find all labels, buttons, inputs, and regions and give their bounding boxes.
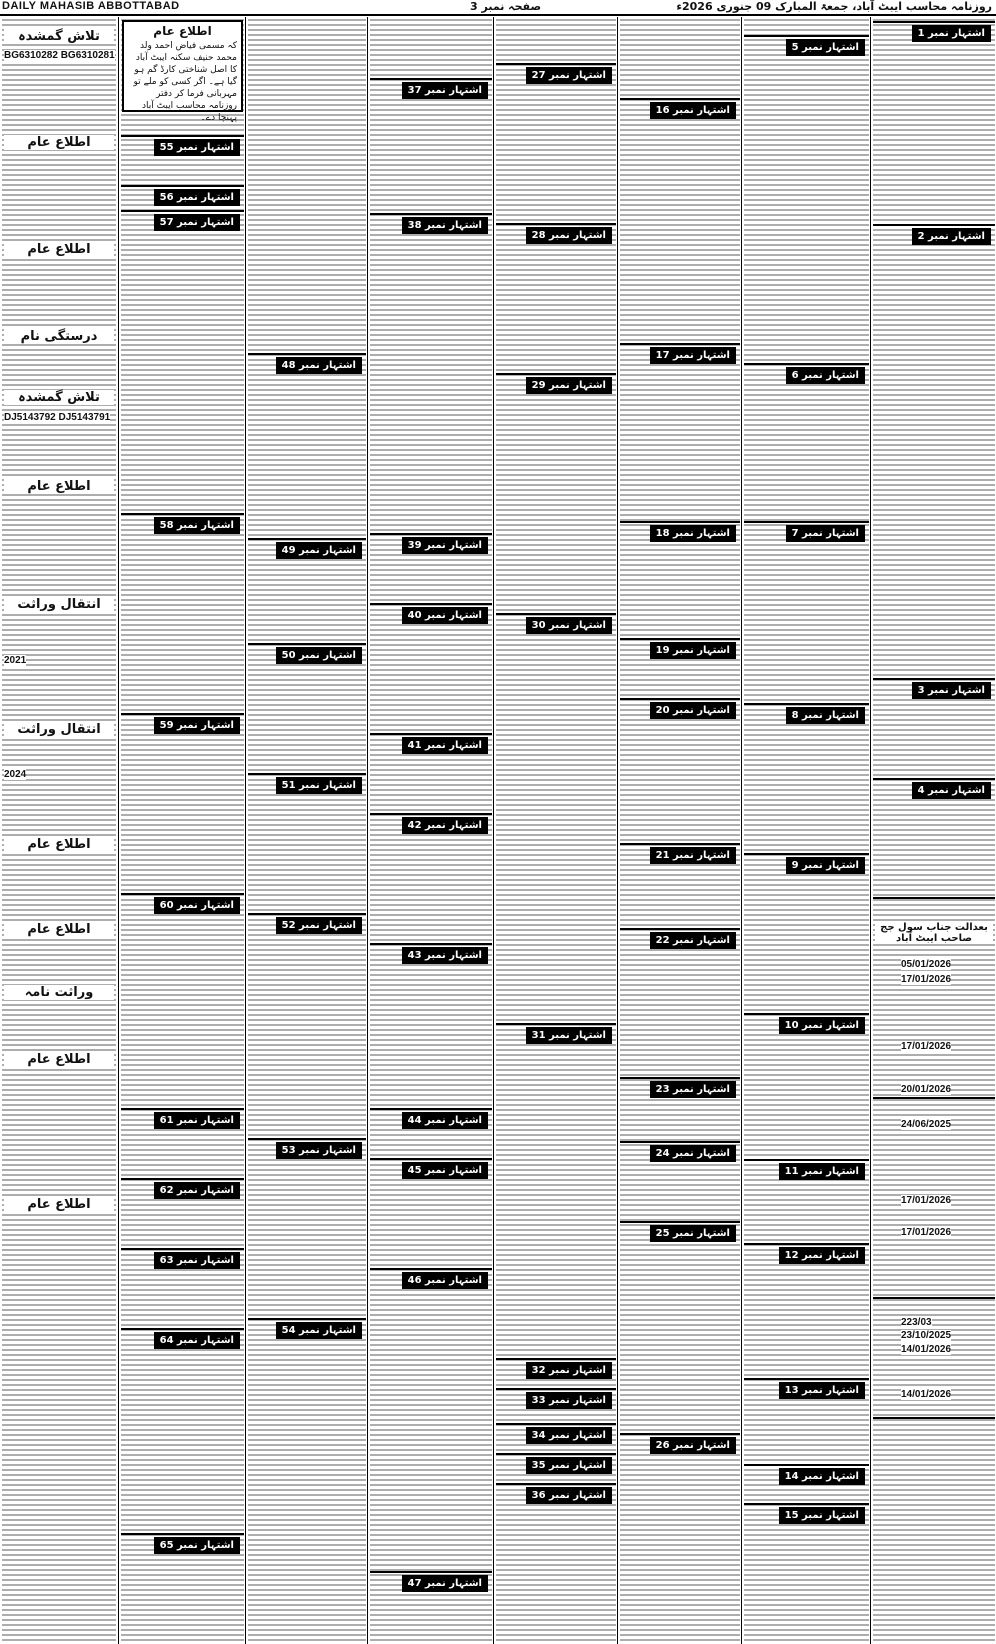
notice-number-badge: اشتہار نمبر 17 bbox=[650, 347, 736, 364]
column-8 bbox=[0, 17, 118, 1644]
notice-number-badge: اشتہار نمبر 43 bbox=[402, 947, 488, 964]
notice-divider bbox=[744, 853, 869, 855]
notice-divider bbox=[496, 373, 616, 375]
notice-divider bbox=[496, 1483, 616, 1485]
notice-number-badge: اشتہار نمبر 29 bbox=[526, 377, 612, 394]
notice-number-badge: اشتہار نمبر 33 bbox=[526, 1392, 612, 1409]
notice-divider bbox=[496, 1453, 616, 1455]
notice-divider bbox=[620, 1077, 740, 1079]
court-date: 24/06/2025 bbox=[901, 1119, 952, 1130]
notice-number-badge: اشتہار نمبر 19 bbox=[650, 642, 736, 659]
notice-divider bbox=[370, 213, 492, 215]
classified-heading: تلاش گمشدہ bbox=[4, 390, 114, 405]
notice-divider bbox=[370, 1268, 492, 1270]
column-3 bbox=[617, 17, 742, 1644]
court-date: 05/01/2026 bbox=[901, 959, 952, 970]
court-date: 17/01/2026 bbox=[901, 1227, 952, 1238]
notice-divider bbox=[620, 638, 740, 640]
notice-number-badge: اشتہار نمبر 58 bbox=[154, 517, 240, 534]
newspaper-title: DAILY MAHASIB ABBOTTABAD bbox=[2, 0, 180, 12]
notice-number-badge: اشتہار نمبر 34 bbox=[526, 1427, 612, 1444]
notice-divider bbox=[620, 521, 740, 523]
notice-number-badge: اشتہار نمبر 56 bbox=[154, 189, 240, 206]
classified-heading: تلاش گمشدہ bbox=[4, 29, 114, 44]
notice-divider bbox=[744, 521, 869, 523]
notice-number-badge: اشتہار نمبر 9 bbox=[786, 857, 865, 874]
notice-divider bbox=[873, 778, 995, 780]
court-date: 23/10/2025 bbox=[901, 1330, 952, 1341]
notice-divider bbox=[370, 1158, 492, 1160]
classified-heading: وراثت نامہ bbox=[4, 985, 114, 1000]
notice-divider bbox=[744, 1243, 869, 1245]
notice-divider bbox=[744, 35, 869, 37]
classified-heading: اطلاع عام bbox=[4, 242, 114, 257]
court-date: 17/01/2026 bbox=[901, 1195, 952, 1206]
notice-number-badge: اشتہار نمبر 21 bbox=[650, 847, 736, 864]
column-4 bbox=[493, 17, 618, 1644]
notice-divider bbox=[370, 78, 492, 80]
page-number: صفحہ نمبر 3 bbox=[470, 0, 542, 13]
notice-divider bbox=[370, 733, 492, 735]
notice-divider bbox=[744, 1378, 869, 1380]
notice-divider bbox=[744, 703, 869, 705]
notice-number-badge: اشتہار نمبر 1 bbox=[912, 25, 991, 42]
court-date: 223/03 bbox=[901, 1317, 932, 1328]
court-date: 14/01/2026 bbox=[901, 1344, 952, 1355]
column-2 bbox=[741, 17, 871, 1644]
notice-divider bbox=[620, 1141, 740, 1143]
column-6 bbox=[245, 17, 368, 1644]
court-date: 20/01/2026 bbox=[901, 1084, 952, 1095]
notice-divider bbox=[873, 1297, 995, 1299]
notice-number-badge: اشتہار نمبر 44 bbox=[402, 1112, 488, 1129]
notice-number-badge: اشتہار نمبر 4 bbox=[912, 782, 991, 799]
notice-number-badge: اشتہار نمبر 45 bbox=[402, 1162, 488, 1179]
notice-divider bbox=[620, 98, 740, 100]
notice-divider bbox=[121, 713, 244, 715]
notice-divider bbox=[496, 223, 616, 225]
notice-number-badge: اشتہار نمبر 52 bbox=[276, 917, 362, 934]
notice-number-badge: اشتہار نمبر 16 bbox=[650, 102, 736, 119]
notice-divider bbox=[370, 1108, 492, 1110]
notice-divider bbox=[121, 893, 244, 895]
classified-heading: اطلاع عام bbox=[4, 837, 114, 852]
box-text: کہ مسمی فیاض احمد ولد محمد حنیف سکنہ ایبٹ آباد کا اصل شناختی کارڈ گم ہو گیا ہے۔ اگر کسی کو ملے تو مہربانی فرما کر دفتر روزنامہ محاسب ایبٹ آباد پہنچا دے۔ bbox=[133, 41, 237, 123]
notice-divider bbox=[620, 1221, 740, 1223]
notice-divider bbox=[370, 533, 492, 535]
classified-heading: اطلاع عام bbox=[4, 1052, 114, 1067]
notice-number-badge: اشتہار نمبر 3 bbox=[912, 682, 991, 699]
notice-number-badge: اشتہار نمبر 10 bbox=[779, 1017, 865, 1034]
notice-divider bbox=[370, 1571, 492, 1573]
notice-divider bbox=[620, 698, 740, 700]
box-heading: اطلاع عام bbox=[153, 24, 212, 38]
notice-divider bbox=[744, 1503, 869, 1505]
notice-number-badge: اشتہار نمبر 2 bbox=[912, 228, 991, 245]
notice-number-badge: اشتہار نمبر 53 bbox=[276, 1142, 362, 1159]
notice-number-badge: اشتہار نمبر 57 bbox=[154, 214, 240, 231]
notice-number-badge: اشتہار نمبر 11 bbox=[779, 1163, 865, 1180]
notice-number-badge: اشتہار نمبر 51 bbox=[276, 777, 362, 794]
column-5 bbox=[367, 17, 494, 1644]
notice-divider bbox=[873, 21, 995, 23]
public-notice-box bbox=[122, 20, 243, 123]
classified-heading: اطلاع عام bbox=[4, 922, 114, 937]
notice-number-badge: اشتہار نمبر 55 bbox=[154, 139, 240, 156]
notice-divider bbox=[496, 1358, 616, 1360]
notice-number-badge: اشتہار نمبر 7 bbox=[786, 525, 865, 542]
notice-divider bbox=[496, 1388, 616, 1390]
notice-number-badge: اشتہار نمبر 40 bbox=[402, 607, 488, 624]
court-date: 14/01/2026 bbox=[901, 1389, 952, 1400]
notice-divider bbox=[620, 843, 740, 845]
notice-number-badge: اشتہار نمبر 47 bbox=[402, 1575, 488, 1592]
notice-number-badge: اشتہار نمبر 14 bbox=[779, 1468, 865, 1485]
notice-divider bbox=[121, 1248, 244, 1250]
notice-divider bbox=[370, 813, 492, 815]
classified-heading: اطلاع عام bbox=[4, 1197, 114, 1212]
notice-divider bbox=[370, 603, 492, 605]
notice-number-badge: اشتہار نمبر 36 bbox=[526, 1487, 612, 1504]
notice-divider bbox=[248, 773, 366, 775]
notice-divider bbox=[873, 897, 995, 899]
notice-number-badge: اشتہار نمبر 24 bbox=[650, 1145, 736, 1162]
document-number: DJ5143792 DJ5143791 bbox=[4, 412, 111, 423]
column-1 bbox=[870, 17, 996, 1644]
notice-number-badge: اشتہار نمبر 62 bbox=[154, 1182, 240, 1199]
notice-divider bbox=[248, 1138, 366, 1140]
notice-number-badge: اشتہار نمبر 61 bbox=[154, 1112, 240, 1129]
notice-divider bbox=[620, 343, 740, 345]
notice-divider bbox=[496, 1423, 616, 1425]
notice-divider bbox=[121, 1178, 244, 1180]
notice-divider bbox=[248, 353, 366, 355]
classified-heading: اطلاع عام bbox=[4, 135, 114, 150]
notice-number-badge: اشتہار نمبر 35 bbox=[526, 1457, 612, 1474]
classified-heading: انتقال وراثت bbox=[4, 597, 114, 612]
notice-number-badge: اشتہار نمبر 49 bbox=[276, 542, 362, 559]
notice-divider bbox=[248, 643, 366, 645]
notice-divider bbox=[248, 1318, 366, 1320]
notice-number-badge: اشتہار نمبر 63 bbox=[154, 1252, 240, 1269]
notice-divider bbox=[121, 1108, 244, 1110]
court-notice-heading: بعدالت جناب سول جج صاحب ایبٹ آباد bbox=[875, 922, 993, 944]
notice-divider bbox=[744, 1159, 869, 1161]
notice-divider bbox=[370, 943, 492, 945]
notice-number-badge: اشتہار نمبر 22 bbox=[650, 932, 736, 949]
notice-number-badge: اشتہار نمبر 20 bbox=[650, 702, 736, 719]
notice-number-badge: اشتہار نمبر 59 bbox=[154, 717, 240, 734]
notice-divider bbox=[121, 210, 244, 212]
notice-divider bbox=[744, 363, 869, 365]
notice-divider bbox=[620, 1433, 740, 1435]
notice-divider bbox=[873, 224, 995, 226]
notice-number-badge: اشتہار نمبر 13 bbox=[779, 1382, 865, 1399]
notice-divider bbox=[873, 1097, 995, 1099]
notice-number-badge: اشتہار نمبر 12 bbox=[779, 1247, 865, 1264]
notice-divider bbox=[121, 1328, 244, 1330]
notice-number-badge: اشتہار نمبر 28 bbox=[526, 227, 612, 244]
notice-number-badge: اشتہار نمبر 65 bbox=[154, 1537, 240, 1554]
court-date: 17/01/2026 bbox=[901, 974, 952, 985]
classified-heading: درستگی نام bbox=[4, 329, 114, 344]
classified-heading: اطلاع عام bbox=[4, 479, 114, 494]
notice-number-badge: اشتہار نمبر 50 bbox=[276, 647, 362, 664]
notice-number-badge: اشتہار نمبر 48 bbox=[276, 357, 362, 374]
notice-number-badge: اشتہار نمبر 41 bbox=[402, 737, 488, 754]
notice-number-badge: اشتہار نمبر 42 bbox=[402, 817, 488, 834]
notice-number-badge: اشتہار نمبر 32 bbox=[526, 1362, 612, 1379]
notice-divider bbox=[496, 63, 616, 65]
notice-number-badge: اشتہار نمبر 15 bbox=[779, 1507, 865, 1524]
notice-divider bbox=[496, 613, 616, 615]
document-number: 2021 bbox=[4, 655, 27, 666]
notice-number-badge: اشتہار نمبر 30 bbox=[526, 617, 612, 634]
notice-divider bbox=[873, 1417, 995, 1419]
notice-number-badge: اشتہار نمبر 18 bbox=[650, 525, 736, 542]
notice-number-badge: اشتہار نمبر 37 bbox=[402, 82, 488, 99]
notice-divider bbox=[121, 1533, 244, 1535]
column-7 bbox=[118, 17, 246, 1644]
notice-divider bbox=[496, 1023, 616, 1025]
notice-number-badge: اشتہار نمبر 5 bbox=[786, 39, 865, 56]
document-number: 2024 bbox=[4, 769, 27, 780]
notice-divider bbox=[873, 678, 995, 680]
notice-divider bbox=[744, 1464, 869, 1466]
notice-divider bbox=[248, 913, 366, 915]
masthead bbox=[0, 0, 996, 16]
notice-number-badge: اشتہار نمبر 31 bbox=[526, 1027, 612, 1044]
notice-number-badge: اشتہار نمبر 46 bbox=[402, 1272, 488, 1289]
notice-number-badge: اشتہار نمبر 39 bbox=[402, 537, 488, 554]
notice-number-badge: اشتہار نمبر 64 bbox=[154, 1332, 240, 1349]
notice-number-badge: اشتہار نمبر 26 bbox=[650, 1437, 736, 1454]
notice-divider bbox=[620, 928, 740, 930]
notice-columns bbox=[0, 17, 996, 1644]
document-number: BG6310282 BG6310281 bbox=[4, 50, 115, 61]
notice-number-badge: اشتہار نمبر 8 bbox=[786, 707, 865, 724]
notice-divider bbox=[744, 1013, 869, 1015]
issue-date: روزنامہ محاسب ایبٹ آباد، جمعۃ المبارک 09 جنوری 2026ء bbox=[676, 0, 992, 13]
notice-divider bbox=[248, 538, 366, 540]
notice-number-badge: اشتہار نمبر 38 bbox=[402, 217, 488, 234]
classified-heading: انتقال وراثت bbox=[4, 722, 114, 737]
notice-divider bbox=[121, 135, 244, 137]
notice-number-badge: اشتہار نمبر 23 bbox=[650, 1081, 736, 1098]
notice-number-badge: اشتہار نمبر 60 bbox=[154, 897, 240, 914]
court-date: 17/01/2026 bbox=[901, 1041, 952, 1052]
notice-number-badge: اشتہار نمبر 25 bbox=[650, 1225, 736, 1242]
notice-number-badge: اشتہار نمبر 27 bbox=[526, 67, 612, 84]
notice-number-badge: اشتہار نمبر 54 bbox=[276, 1322, 362, 1339]
notice-number-badge: اشتہار نمبر 6 bbox=[786, 367, 865, 384]
notice-divider bbox=[121, 185, 244, 187]
notice-divider bbox=[121, 513, 244, 515]
